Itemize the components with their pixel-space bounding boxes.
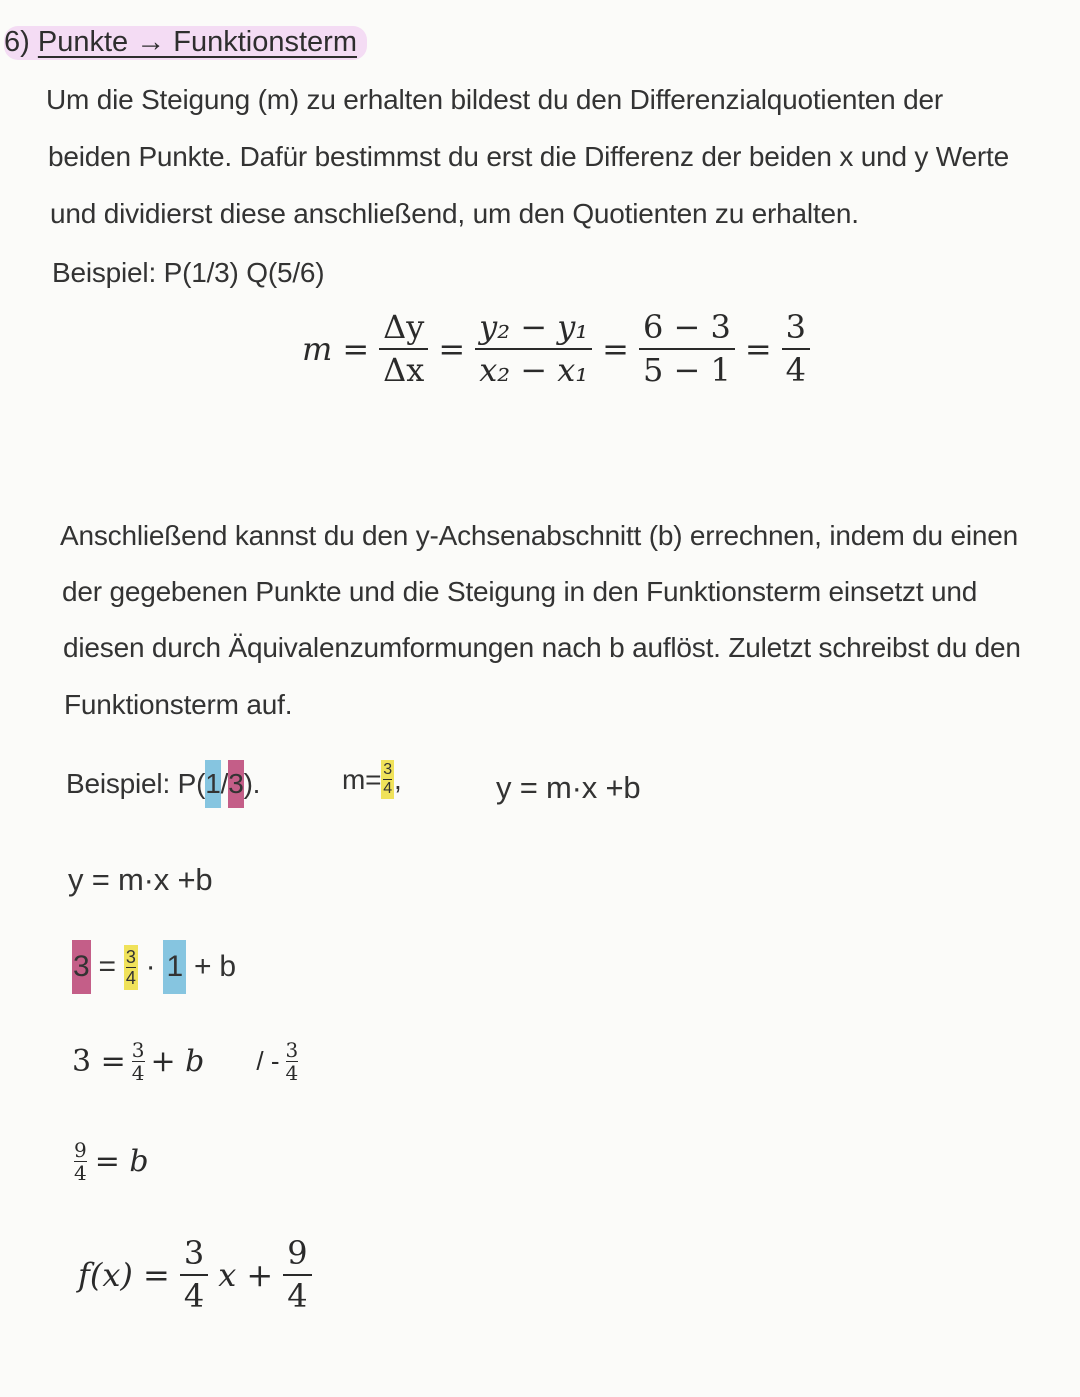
sub-eq: = xyxy=(98,950,116,983)
example2-point xyxy=(66,760,260,808)
final-intercept-fraction xyxy=(283,1236,311,1314)
step2-op-num: 3 xyxy=(285,1038,299,1062)
step2-lhs: 3 = xyxy=(72,1044,126,1079)
step2-rest: + b xyxy=(150,1044,205,1079)
second-line-2: der gegebenen Punkte und die Steigung in den Funktionsterm einsetzt und xyxy=(62,576,978,607)
step2-op-den: 4 xyxy=(285,1061,299,1085)
final-lhs: f(x) = xyxy=(78,1256,170,1295)
intro-example: Beispiel: P(1/3) Q(5/6) xyxy=(52,257,325,288)
heading-highlight xyxy=(4,26,367,60)
fraction-difference xyxy=(475,310,592,388)
step2-num: 3 xyxy=(131,1038,145,1062)
step2-den: 4 xyxy=(131,1061,145,1085)
point-close: ). xyxy=(243,768,261,799)
final-slope-fraction xyxy=(180,1236,208,1314)
intro-line-1: Um die Steigung (m) zu erhalten bildest du den Differenzialquotienten der xyxy=(46,84,943,115)
diff-y: y₂ − y₁ xyxy=(479,308,589,346)
slope-den: 4 xyxy=(383,780,392,797)
formula-eq-4: = xyxy=(744,330,772,369)
step-substitution xyxy=(72,940,236,994)
heading-title: Punkte → Funktionsterm xyxy=(37,26,357,58)
sub-slope-den: 4 xyxy=(125,967,136,988)
formula-eq-2: = xyxy=(438,330,466,369)
second-line-4: Funktionsterm auf. xyxy=(64,689,293,720)
step3-rest: = b xyxy=(94,1144,149,1179)
sub-rest: + b xyxy=(193,950,236,983)
point-x-highlight: 1 xyxy=(205,760,220,808)
step-formula: y = m·x +b xyxy=(68,862,213,897)
final-function xyxy=(78,1236,312,1314)
step2-operation: / - xyxy=(256,1046,280,1076)
section-heading xyxy=(4,26,367,59)
second-line-3: diesen durch Äquivalenzumformungen nach b auflöst. Zuletzt schreibst du den xyxy=(63,632,1021,663)
point-slash: / xyxy=(220,768,229,799)
final-slope-num: 3 xyxy=(183,1234,205,1272)
fraction-bar xyxy=(283,1274,311,1276)
example2-formula: y = m·x +b xyxy=(496,770,641,805)
formula-m: m xyxy=(302,330,333,369)
sub-dot: · xyxy=(145,950,156,983)
delta-y: Δy xyxy=(383,308,425,346)
step3-den: 4 xyxy=(74,1161,87,1185)
step3-num: 9 xyxy=(74,1138,87,1162)
result-den: 4 xyxy=(785,351,806,390)
final-intercept-num: 9 xyxy=(287,1234,308,1272)
step-2 xyxy=(72,1040,298,1083)
diff-x: x₂ − x₁ xyxy=(479,351,589,390)
fraction-bar xyxy=(180,1274,208,1276)
formula-eq-3: = xyxy=(602,330,629,369)
slope-fraction xyxy=(381,760,394,799)
slope-comma: , xyxy=(393,763,402,795)
example2-label: Beispiel: P( xyxy=(66,768,206,799)
sub-lhs-highlight: 3 xyxy=(72,940,91,994)
step-3 xyxy=(74,1140,149,1183)
heading-number: 6) xyxy=(4,26,30,58)
step2-fraction xyxy=(132,1040,145,1083)
formula-eq-1: = xyxy=(342,330,370,369)
final-intercept-den: 4 xyxy=(287,1277,308,1316)
point-y-highlight: 3 xyxy=(228,760,243,808)
final-mid: x + xyxy=(218,1256,274,1295)
fraction-result xyxy=(782,310,810,388)
result-num: 3 xyxy=(785,308,806,346)
numbers-den: 5 − 1 xyxy=(642,351,731,390)
fraction-bar xyxy=(379,348,428,350)
example2-slope xyxy=(342,760,402,799)
numbers-num: 6 − 3 xyxy=(642,308,731,346)
slope-label: m= xyxy=(342,763,382,795)
sub-slope-fraction xyxy=(124,945,138,990)
slope-num: 3 xyxy=(383,761,392,778)
slope-formula xyxy=(302,310,810,388)
final-slope-den: 4 xyxy=(183,1277,205,1316)
fraction-bar xyxy=(475,348,592,350)
intro-line-3: und dividierst diese anschließend, um den Quotienten zu erhalten. xyxy=(50,198,859,229)
step2-op-fraction xyxy=(286,1040,299,1083)
second-line-1: Anschließend kannst du den y-Achsenabschnitt (b) errechnen, indem du einen xyxy=(60,520,1019,551)
fraction-bar xyxy=(639,348,735,350)
fraction-delta xyxy=(379,310,428,388)
fraction-bar xyxy=(782,348,810,350)
intro-line-2: beiden Punkte. Dafür bestimmst du erst die Differenz der beiden x und y Werte xyxy=(48,141,1009,172)
delta-x: Δx xyxy=(383,351,425,390)
fraction-numbers xyxy=(639,310,735,388)
sub-slope-num: 3 xyxy=(125,946,136,967)
step3-fraction xyxy=(74,1140,87,1183)
sub-x-highlight: 1 xyxy=(163,940,186,994)
